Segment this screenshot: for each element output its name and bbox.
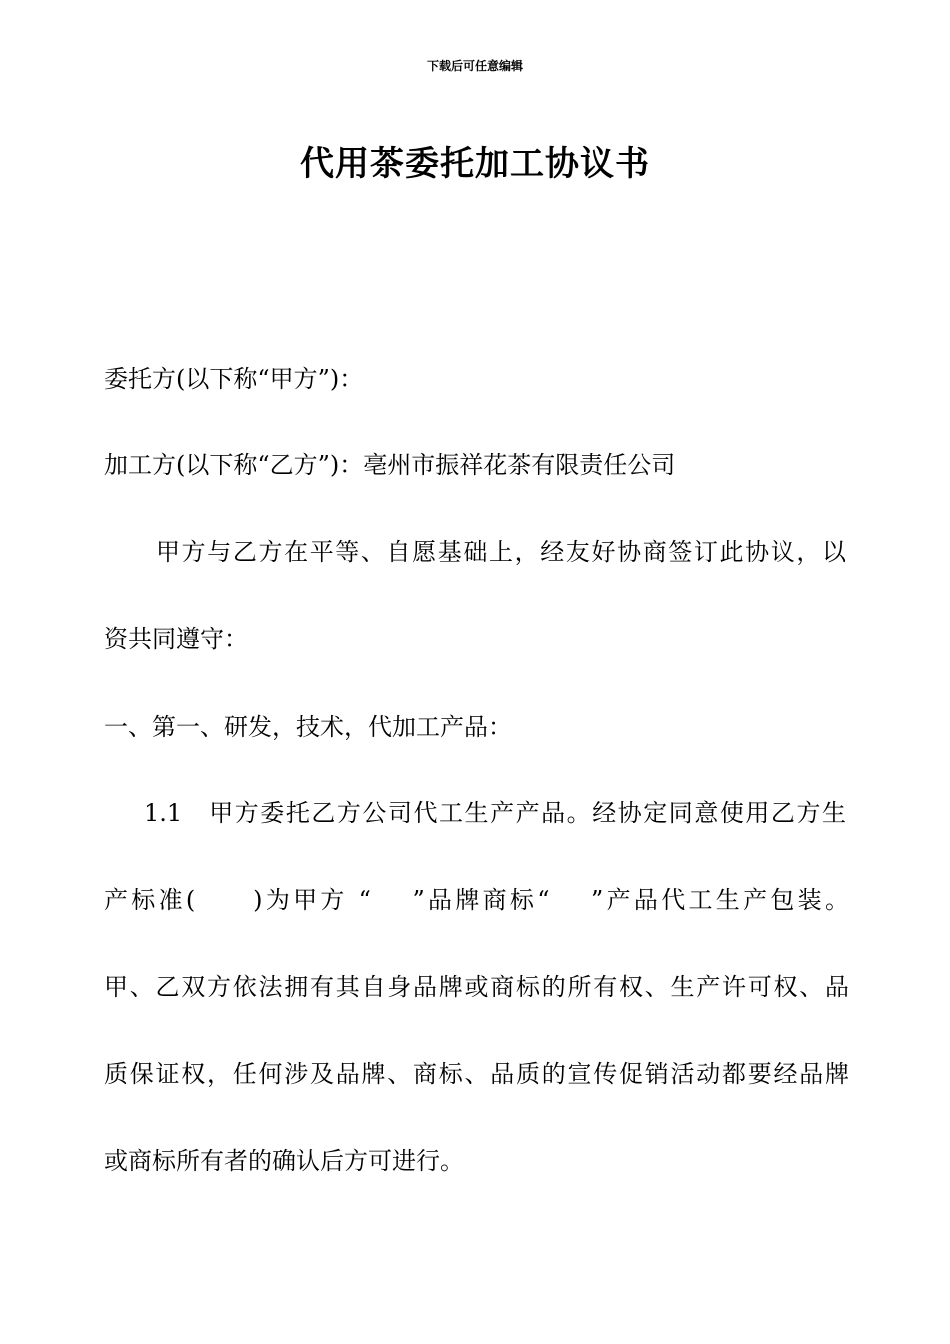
clause-line-3: 甲、乙双方依法拥有其自身品牌或商标的所有权、生产许可权、品 (104, 973, 849, 1001)
page-header-note: 下载后可任意编辑 (426, 59, 523, 73)
party-a-line: 委托方(以下称“甲方”)： (104, 365, 364, 393)
preamble-line-1: 甲方与乙方在平等、自愿基础上，经友好协商签订此协议，以 (156, 538, 846, 566)
document-title: 代用茶委托加工协议书 (300, 144, 650, 184)
clause-line-5: 或商标所有者的确认后方可进行。 (104, 1147, 464, 1175)
clause-line-2: 产标准( )为甲方 “ ”品牌商标“ ”产品代工生产包装。 (104, 886, 849, 914)
clause-line-4: 质保证权，任何涉及品牌、商标、品质的宣传促销活动都要经品牌 (104, 1060, 849, 1088)
party-b-line: 加工方(以下称“乙方”)：亳州市振祥花茶有限责任公司 (104, 451, 676, 479)
clause-line-1: 1.1 甲方委托乙方公司代工生产产品。经协定同意使用乙方生 (144, 799, 846, 827)
preamble-line-2: 资共同遵守： (104, 625, 248, 653)
section-heading: 一、第一、研发，技术，代加工产品： (104, 713, 512, 741)
